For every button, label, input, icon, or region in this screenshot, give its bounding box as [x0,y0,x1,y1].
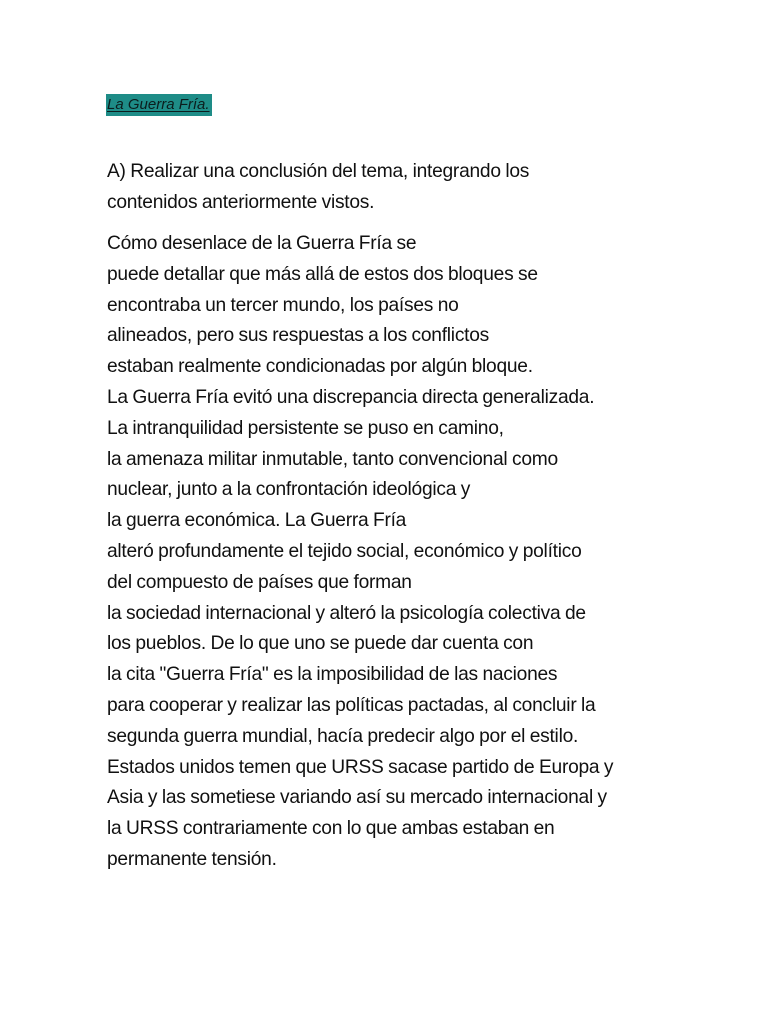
answer-line: la amenaza militar inmutable, tanto convencional como [107,448,558,470]
answer-line: estaban realmente condicionadas por algún bloque. [107,356,533,378]
answer-line: la sociedad internacional y alteró la psicología colectiva de [107,602,586,624]
answer-paragraph [107,229,747,876]
answer-line: La Guerra Fría evitó una discrepancia directa generalizada. [107,386,595,408]
answer-line: los pueblos. De lo que uno se puede dar cuenta con [107,633,534,655]
answer-line: segunda guerra mundial, hacía predecir algo por el estilo. [107,725,579,747]
answer-line: la guerra económica. La Guerra Fría [107,510,407,532]
answer-line: La intranquilidad persistente se puso en camino, [107,417,504,439]
question-paragraph [107,157,747,219]
answer-line: encontraba un tercer mundo, los países no [107,294,459,316]
answer-line: para cooperar y realizar las políticas pactadas, al concluir la [107,694,596,716]
answer-line: la URSS contrariamente con lo que ambas estaban en [107,818,555,840]
answer-line: Estados unidos temen que URSS sacase partido de Europa y [107,756,614,778]
answer-line: Asia y las sometiese variando así su mercado internacional y [107,787,607,809]
document-title: La Guerra Fría. [106,94,212,116]
answer-line: puede detallar que más allá de estos dos bloques se [107,263,538,285]
answer-line: alineados, pero sus respuestas a los conflictos [107,325,490,347]
answer-line: nuclear, junto a la confrontación ideológica y [107,479,471,501]
answer-line: la cita "Guerra Fría" es la imposibilidad de las naciones [107,664,558,686]
answer-line: del compuesto de países que forman [107,571,412,593]
answer-line: alteró profundamente el tejido social, económico y político [107,540,582,562]
question-line: contenidos anteriormente vistos. [107,191,375,213]
question-line: A) Realizar una conclusión del tema, integrando los [107,161,530,182]
title-block [106,94,212,118]
answer-line: permanente tensión. [107,848,277,870]
answer-line: Cómo desenlace de la Guerra Fría se [107,233,417,254]
